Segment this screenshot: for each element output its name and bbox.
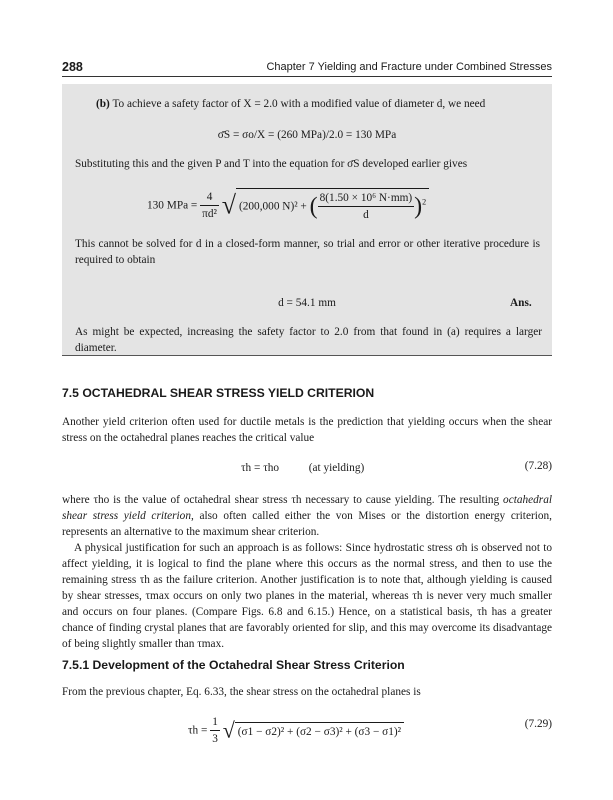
para2-a: where τho is the value of octahedral shear stress τh necessary to cause yielding. The resulting [62, 494, 500, 506]
equation-main-power: 2 [422, 197, 427, 207]
eq729-coefficient [210, 714, 220, 747]
coef-denominator: πd² [202, 208, 217, 220]
eq729-sqrt-body: (σ1 − σ2)² + (σ2 − σ3)² + (σ3 − σ1)² [235, 722, 404, 740]
ans-label: Ans. [510, 297, 532, 309]
para2-italic: octahedral shear stress yield criterion, [62, 494, 552, 522]
equation-main-term1: (200,000 N)² + [239, 200, 307, 213]
eq729-sqrt-sign: √ [222, 717, 235, 743]
equation-main-coefficient [200, 189, 219, 222]
coef-numerator: 4 [200, 189, 219, 206]
eq728-lhs: τh = τho [241, 462, 280, 474]
equation-main [147, 188, 429, 223]
equation-main-lhs: 130 MPa = [147, 199, 198, 212]
eq728-note: (at yielding) [308, 462, 365, 474]
equation-7-29 [188, 714, 404, 747]
section-heading: 7.5 OCTAHEDRAL SHEAR STRESS YIELD CRITERION [62, 386, 375, 400]
example-comment: As might be expected, increasing the safety factor to 2.0 from that found in (a) requires a larger diameter. [75, 326, 542, 354]
equation-7-28 [241, 460, 364, 476]
running-title: Chapter 7 Yielding and Fracture under Combined Stresses [266, 61, 552, 73]
part-b-line [96, 96, 485, 112]
part-b-text: To achieve a safety factor of X = 2.0 with a modified value of diameter d, we need [112, 98, 486, 110]
eq729-number: (7.29) [524, 718, 552, 730]
part-b-label: (b) [96, 98, 110, 110]
eq729-lhs: τh = [188, 724, 208, 737]
sqrt-body [236, 188, 429, 223]
equation-main-fraction [318, 190, 415, 223]
section-para2 [62, 492, 552, 540]
equation-sigma-s: σ̄S = σo/X = (260 MPa)/2.0 = 130 MPa [217, 129, 397, 141]
subsection-heading: 7.5.1 Development of the Octahedral Shear Stress Criterion [62, 658, 405, 672]
section-para3: A physical justification for such an approach is as follows: Since hydrostatic stress σh is observed not to affect yielding, it is logical to find the plane where this occurs as the normal stress, and then to use the remaining stress τh as the failure criterion. Another justification is to note that, although yielding is caused by shear stresses, τmax occurs on only two planes in the material, whereas τh is never very much smaller and occurs on four planes. (Compare Figs. 6.8 and 6.15.) Hence, on a statistical basis, τh has a greater chance of finding crystal planes that are favorably oriented for slip, and this may overcome its disadvantage of being slightly smaller than τmax. [62, 542, 552, 650]
left-paren: ( [309, 193, 318, 220]
subsection-para: From the previous chapter, Eq. 6.33, the shear stress on the octahedral planes is [62, 686, 421, 698]
frac-denominator: d [363, 209, 369, 221]
sqrt-sign: √ [221, 190, 236, 220]
header-rule [62, 76, 552, 77]
closed-form-text: This cannot be solved for d in a closed-form manner, so trial and error or other iterative procedure is required to obtain [75, 238, 540, 266]
para2-b: also often called either the von Mises or the distortion energy criterion, represents an alternative to the maximum shear criterion. [62, 510, 552, 538]
eq729-coef-den: 3 [212, 733, 218, 745]
eq728-number: (7.28) [524, 460, 552, 472]
eq729-coef-num: 1 [210, 714, 220, 731]
frac-numerator: 8(1.50 × 10⁶ N·mm) [318, 190, 415, 207]
section-para1: Another yield criterion often used for ductile metals is the prediction that yielding occurs when the shear stress on the octahedral planes reaches the critical value [62, 416, 552, 444]
result-equation: d = 54.1 mm [278, 297, 336, 309]
right-paren: ) [414, 193, 423, 220]
substituting-text: Substituting this and the given P and T into the equation for σ̄S developed earlier gives [75, 158, 468, 170]
page-number: 288 [62, 60, 83, 74]
